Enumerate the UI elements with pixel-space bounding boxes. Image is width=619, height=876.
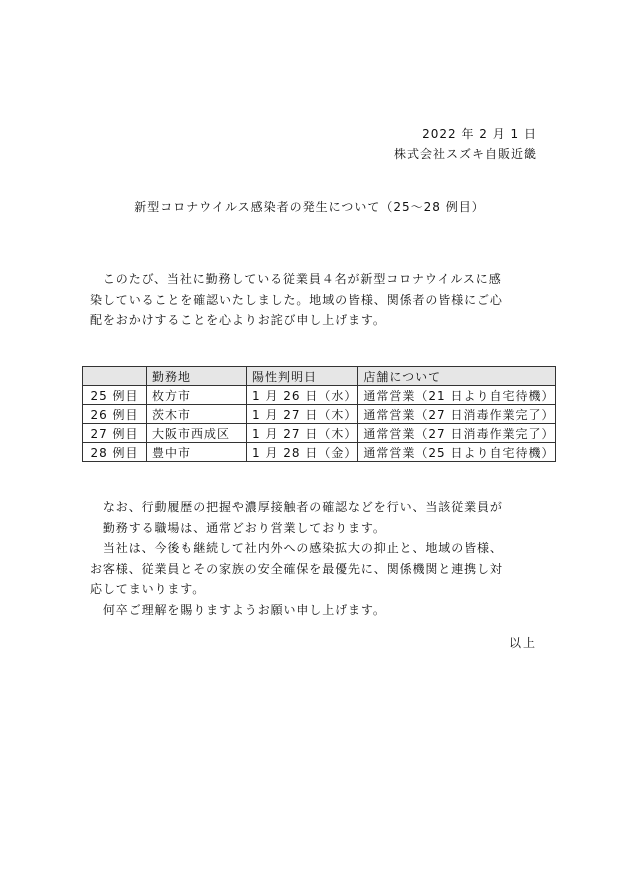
document-title: 新型コロナウイルス感染者の発生について（25～28 例目）	[134, 200, 485, 214]
intro-line: 配をおかけすることを心よりお詫び申し上げます。	[90, 313, 386, 327]
table-row	[83, 386, 556, 405]
table-row	[83, 443, 556, 462]
table-row	[83, 424, 556, 443]
case-table	[82, 366, 556, 462]
intro-paragraph	[90, 269, 540, 331]
store-status: 通常営業（27 日消毒作業完了）	[358, 424, 556, 443]
notes-line: お客様、従業員とその家族の安全確保を最優先に、関係機関と連携し対	[90, 561, 503, 576]
table-row	[83, 405, 556, 424]
work-location: 大阪市西成区	[147, 424, 247, 443]
document-date: 2022 年 2 月 1 日	[422, 127, 537, 141]
notes-line: 勤務する職場は、通常どおり営業しております。	[90, 520, 386, 535]
notes-line: なお、行動履歴の把握や濃厚接触者の確認などを行い、当該従業員が	[90, 500, 503, 514]
notes-paragraph	[90, 497, 550, 620]
case-number: 27 例目	[83, 424, 147, 443]
table-header-row	[83, 367, 556, 386]
closing-mark: 以上	[508, 636, 537, 650]
intro-line: このたび、当社に勤務している従業員４名が新型コロナウイルスに感	[90, 272, 502, 286]
notes-line: 何卒ご理解を賜りますようお願い申し上げます。	[90, 602, 386, 617]
store-status: 通常営業（21 日より自宅待機）	[358, 386, 556, 405]
positive-date: 1 月 27 日（木）	[247, 405, 358, 424]
header-store-status: 店舗について	[358, 367, 556, 386]
intro-line: 染していることを確認いたしました。地域の皆様、関係者の皆様にご心	[90, 292, 503, 307]
work-location: 枚方市	[147, 386, 247, 405]
store-status: 通常営業（25 日より自宅待機）	[358, 443, 556, 462]
work-location: 茨木市	[147, 405, 247, 424]
notes-line: 応してまいります。	[90, 582, 206, 596]
work-location: 豊中市	[147, 443, 247, 462]
positive-date: 1 月 28 日（金）	[247, 443, 358, 462]
header-location: 勤務地	[147, 367, 247, 386]
company-name: 株式会社スズキ自販近畿	[393, 147, 537, 161]
case-number: 26 例目	[83, 405, 147, 424]
store-status: 通常営業（27 日消毒作業完了）	[358, 405, 556, 424]
header-positive-date: 陽性判明日	[247, 367, 358, 386]
positive-date: 1 月 27 日（木）	[247, 424, 358, 443]
positive-date: 1 月 26 日（水）	[247, 386, 358, 405]
case-number: 25 例目	[83, 386, 147, 405]
notes-line: 当社は、今後も継続して社内外への感染拡大の抑止と、地域の皆様、	[90, 541, 503, 555]
case-number: 28 例目	[83, 443, 147, 462]
header-case	[83, 367, 147, 386]
